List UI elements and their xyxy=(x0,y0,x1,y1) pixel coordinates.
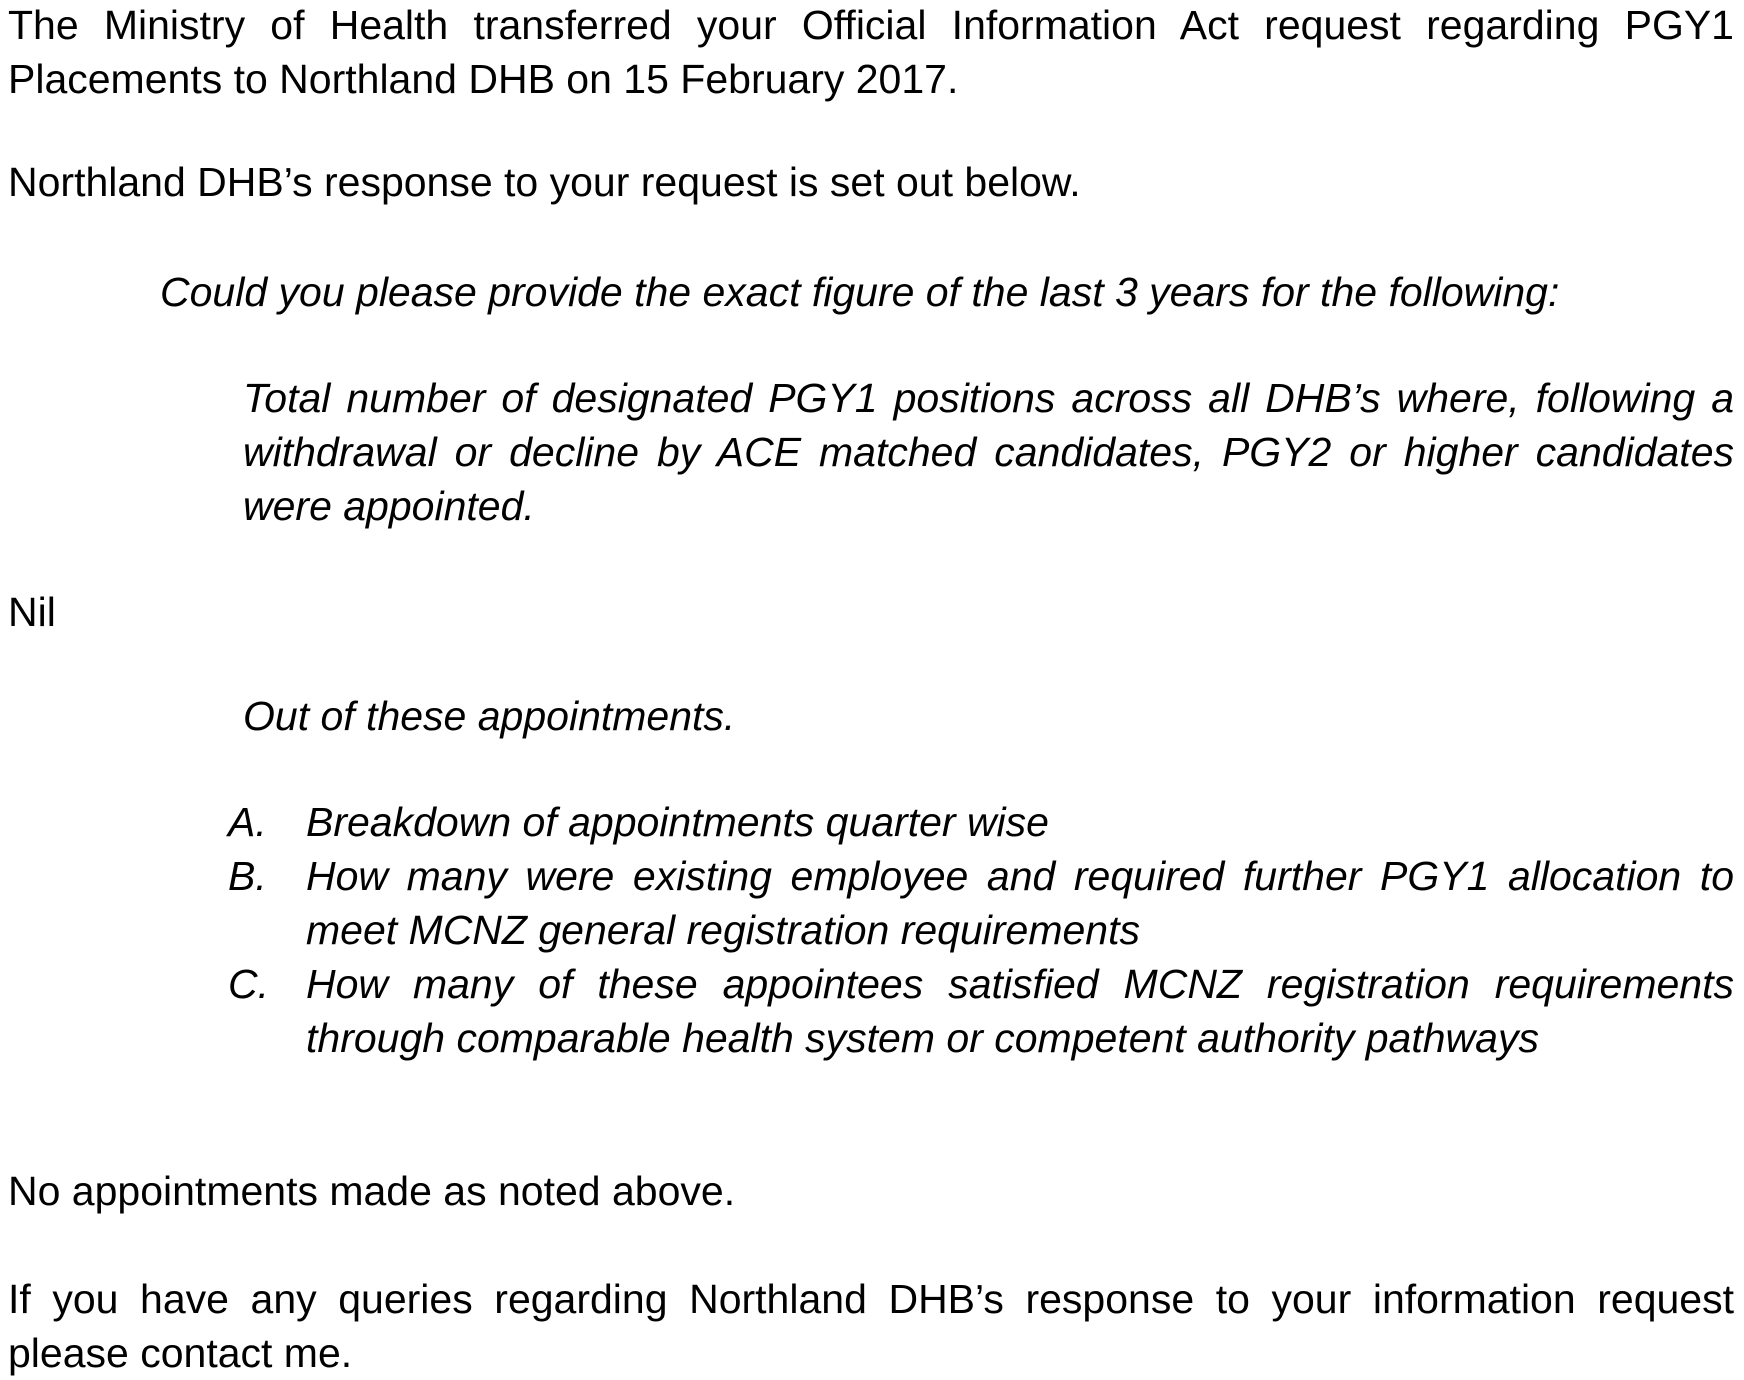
out-of-appointments: Out of these appointments. xyxy=(243,693,736,739)
list-item xyxy=(228,795,1734,849)
list-marker: B. xyxy=(228,853,267,899)
list-item xyxy=(228,849,1734,957)
list-item-text: Breakdown of appointments quarter wise xyxy=(306,799,1049,845)
list-item-text: How many of these appointees satisfied MCNZ registration requirements through comparable health system or competent authority pathways xyxy=(306,961,1734,1061)
list-marker: A. xyxy=(228,799,267,845)
question-lead: Could you please provide the exact figure of the last 3 years for the following: xyxy=(160,269,1560,315)
sub-question-list xyxy=(228,795,1734,1065)
transfer-paragraph: The Ministry of Health transferred your Official Information Act request regarding PGY1 Placements to Northland DHB on 15 February 2017. xyxy=(8,2,1734,102)
no-appointments-paragraph: No appointments made as noted above. xyxy=(8,1168,736,1214)
question-body: Total number of designated PGY1 positions across all DHB’s where, following a withdrawal or decline by ACE matched candidates, PGY2 or higher candidates were appointed. xyxy=(243,375,1734,529)
answer-nil: Nil xyxy=(8,589,56,635)
list-marker: C. xyxy=(228,961,269,1007)
list-item xyxy=(228,957,1734,1065)
list-item-text: How many were existing employee and required further PGY1 allocation to meet MCNZ general registration requirements xyxy=(306,853,1734,953)
intro-paragraph: Northland DHB’s response to your request is set out below. xyxy=(8,159,1081,205)
queries-paragraph: If you have any queries regarding Northland DHB’s response to your information request please contact me. xyxy=(8,1276,1734,1376)
